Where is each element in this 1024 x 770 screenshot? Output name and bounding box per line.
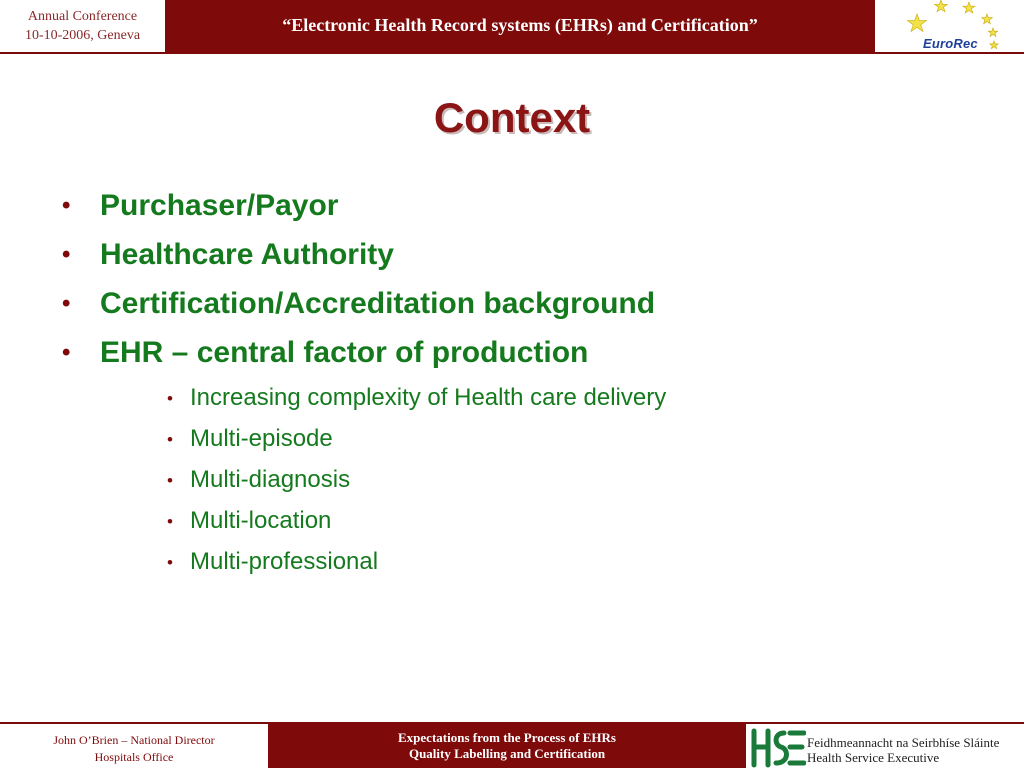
sub-bullet-text: Multi-professional: [190, 548, 379, 575]
bullet-text: Purchaser/Payor: [100, 189, 339, 222]
sub-bullet-text: Increasing complexity of Health care delivery: [190, 384, 667, 411]
presenter-info: [0, 732, 268, 766]
hse-name-irish: Feidhmeannacht na Seirbhíse Sláinte: [807, 735, 1000, 750]
footer-topic-line2: Quality Labelling and Certification: [408, 746, 606, 761]
header-band: [165, 0, 875, 54]
bullet-text: Healthcare Authority: [100, 238, 394, 271]
bullet-text: EHR – central factor of production: [100, 336, 589, 369]
footer-band: [268, 722, 746, 768]
bullet-dot-icon: •: [62, 192, 71, 219]
bullet-dot-icon: •: [62, 339, 71, 366]
footer-left-panel: [0, 722, 268, 770]
bullet-text: Certification/Accreditation background: [100, 287, 656, 320]
eurorec-logo-text: EuroRec: [923, 36, 978, 51]
sub-bullet-dot-icon: •: [167, 512, 173, 531]
presenter-name: John O’Brien – National Director: [53, 733, 215, 747]
sub-bullet-dot-icon: •: [167, 471, 173, 490]
eurorec-logo: [875, 0, 1024, 54]
sub-bullet-text: Multi-episode: [190, 425, 333, 452]
conference-name: Annual Conference: [27, 9, 138, 24]
sub-bullet-text: Multi-location: [190, 507, 332, 534]
header-left-panel: [0, 0, 165, 54]
hse-name-english: Health Service Executive: [807, 750, 940, 765]
conference-info: [0, 7, 165, 45]
sub-bullet-dot-icon: •: [167, 430, 173, 449]
sub-bullet-text: Multi-diagnosis: [190, 466, 351, 493]
bullet-dot-icon: •: [62, 290, 71, 317]
sub-bullet-dot-icon: •: [167, 553, 173, 572]
footer-topic-line1: Expectations from the Process of EHRs: [398, 730, 616, 745]
presenter-office: Hospitals Office: [94, 750, 174, 764]
bullet-dot-icon: •: [62, 241, 71, 268]
hse-logo: [746, 722, 1024, 770]
hse-logo-icon: [748, 725, 806, 769]
footer-topic: [268, 730, 746, 762]
conference-date-place: 10-10-2006, Geneva: [24, 28, 141, 43]
presentation-title: “Electronic Health Record systems (EHRs) and Certification”: [282, 15, 758, 35]
slide-title: Context: [433, 94, 591, 141]
hse-name: [807, 735, 999, 765]
sub-bullet-dot-icon: •: [167, 389, 173, 408]
